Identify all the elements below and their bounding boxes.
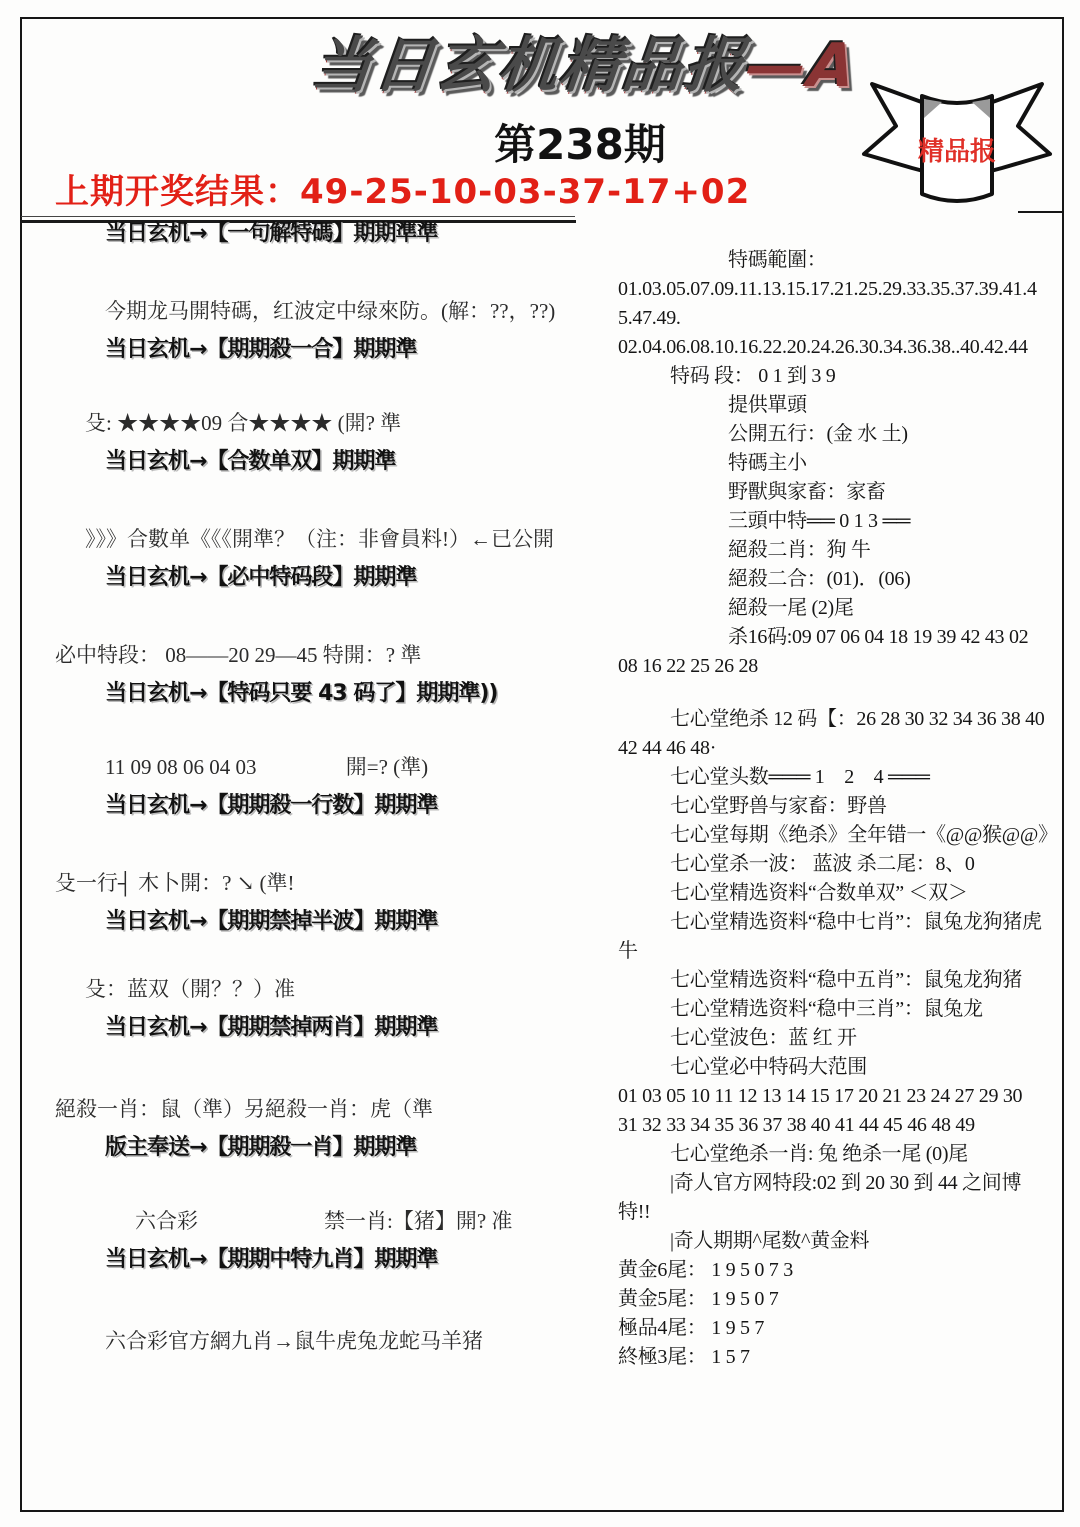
right-line: 特!!	[618, 1201, 651, 1223]
right-line: 5.47.49.	[618, 307, 681, 329]
right-line: 七心堂头数═══ 1 2 4 ═══	[670, 766, 930, 788]
right-line: 七心堂精选资料“稳中七肖”：鼠兔龙狗猪虎	[670, 911, 1042, 933]
right-line: 野獸與家畜：家畜	[728, 481, 886, 503]
right-line: 七心堂必中特码大范围	[670, 1056, 867, 1078]
right-line: 七心堂野兽与家畜：野兽	[670, 795, 887, 817]
right-line: 42 44 46 48·	[618, 737, 717, 759]
tip-main-line: 版主奉送→【期期殺一肖】期期準	[105, 1135, 417, 1160]
right-line: 02.04.06.08.10.16.22.20.24.26.30.34.36.38..40.42.44	[618, 336, 1028, 358]
left-section	[20, 640, 620, 707]
right-line: 31 32 33 34 35 36 37 38 40 41 44 45 46 48 49	[618, 1114, 975, 1136]
tip-line: 六合彩 禁一肖:【猪】開? 准	[135, 1209, 513, 1233]
tip-line: 》》》合數单《《《開準？（注：非會員料!）←已公開	[85, 527, 554, 551]
right-line: 七心堂精选资料“稳中三肖”：鼠兔龙	[670, 998, 983, 1020]
right-line: 特碼主小	[728, 452, 807, 474]
tip-line: 殳: ★★★★09 合★★★★ (開? 準	[85, 411, 402, 435]
right-line: 七心堂精选资料“稳中五肖”：鼠兔龙狗猪	[670, 969, 1023, 991]
right-line: 七心堂绝杀 12 码【：26 28 30 32 34 36 38 40	[670, 708, 1045, 730]
tip-main-line: 当日玄机→【一句解特碼】期期準準	[105, 221, 438, 246]
tip-main-line: 当日玄机→【必中特码段】期期準	[105, 565, 417, 590]
tip-line: 今期龙马開特碼，红波定中绿來防。(解：??，??)	[105, 299, 556, 323]
tip-line: 11 09 08 06 04 03 開=? (準)	[105, 755, 429, 779]
right-line: 絕殺二肖：狗 牛	[728, 539, 871, 561]
ribbon-badge-icon	[856, 56, 1058, 222]
tip-main-line: 当日玄机→【期期中特九肖】期期準	[105, 1247, 438, 1272]
left-section	[20, 216, 620, 247]
left-section	[20, 1206, 620, 1273]
right-line: |奇人期期^尾数^黄金料	[670, 1230, 870, 1252]
tip-line: 六合彩官方網九肖→鼠牛虎兔龙蛇马羊猪	[105, 1329, 483, 1353]
right-line: 特碼範圍：	[728, 249, 827, 271]
left-section	[20, 752, 620, 819]
tip-main-line: 当日玄机→【期期殺一行数】期期準	[105, 793, 438, 818]
page-title-suffix: —A	[742, 31, 861, 101]
right-line: 01.03.05.07.09.11.13.15.17.21.25.29.33.35.37.39.41.4	[618, 278, 1037, 300]
right-line: 黄金5尾： 1 9 5 0 7	[618, 1288, 779, 1310]
tip-line: 殳：蓝双（開？？）准	[85, 977, 295, 1001]
right-line: 七心堂杀一波： 蓝波 杀二尾：8、0	[670, 853, 975, 875]
right-line: |奇人官方网特段:02 到 20 30 到 44 之间博	[670, 1172, 1022, 1194]
right-line: 終極3尾： 1 5 7	[618, 1346, 750, 1368]
left-section	[20, 868, 620, 935]
tip-line: 殳一行┤ 木卜開：? ↘ (準!	[55, 871, 295, 895]
right-line: 01 03 05 10 11 12 13 14 15 17 20 21 23 24 27 29 30	[618, 1085, 1023, 1107]
right-line: 特码 段： 0 1 到 3 9	[670, 365, 836, 387]
tip-line: 絕殺一肖：鼠（準）另絕殺一肖：虎（準	[55, 1097, 433, 1121]
left-section	[20, 1094, 620, 1161]
right-line: 08 16 22 25 26 28	[618, 655, 758, 677]
right-line: 絕殺二合：(01)．(06)	[728, 568, 911, 590]
left-section	[20, 974, 620, 1041]
tip-main-line: 当日玄机→【期期禁掉半波】期期準	[105, 909, 438, 934]
right-line: 杀16码:09 07 06 04 18 19 39 42 43 02	[728, 626, 1029, 648]
right-line: 公開五行：(金 水 土)	[728, 423, 908, 445]
tip-main-line: 当日玄机→【特码只要 43 码了】期期準))	[105, 681, 498, 706]
right-line: 提供單頭	[728, 394, 807, 416]
right-line: 七心堂每期《绝杀》全年错一《@@猴@@》	[670, 824, 1058, 846]
right-column	[618, 246, 1062, 1372]
left-section	[20, 1326, 620, 1356]
right-line: 極品4尾： 1 9 5 7	[618, 1317, 765, 1339]
left-section	[20, 524, 620, 591]
right-line: 牛	[618, 940, 638, 962]
right-line: 黄金6尾： 1 9 5 0 7 3	[618, 1259, 793, 1281]
last-result: 上期开奖结果：49-25-10-03-37-17+02	[55, 172, 751, 212]
tip-line: 必中特段： 08——20 29—45 特開：? 準	[55, 643, 422, 667]
tip-main-line: 当日玄机→【合数单双】期期準	[105, 449, 396, 474]
left-section	[20, 296, 620, 363]
ribbon-badge-label: 精品报	[917, 137, 997, 167]
right-line: 七心堂绝杀一肖: 兔 绝杀一尾 (0)尾	[670, 1143, 968, 1165]
right-line: 絕殺一尾 (2)尾	[728, 597, 854, 619]
tip-main-line: 当日玄机→【期期殺一合】期期準	[105, 337, 417, 362]
page-title-text: 当日玄机精品报	[308, 31, 750, 101]
right-line: 七心堂精选资料“合数单双” ＜双＞	[670, 882, 968, 904]
tip-main-line: 当日玄机→【期期禁掉两肖】期期準	[105, 1015, 438, 1040]
right-line: 三頭中特══ 0 1 3 ══	[728, 510, 911, 532]
left-section	[20, 408, 620, 475]
right-line: 七心堂波色：蓝 红 开	[670, 1027, 857, 1049]
issue-number: 第238期	[494, 120, 666, 169]
